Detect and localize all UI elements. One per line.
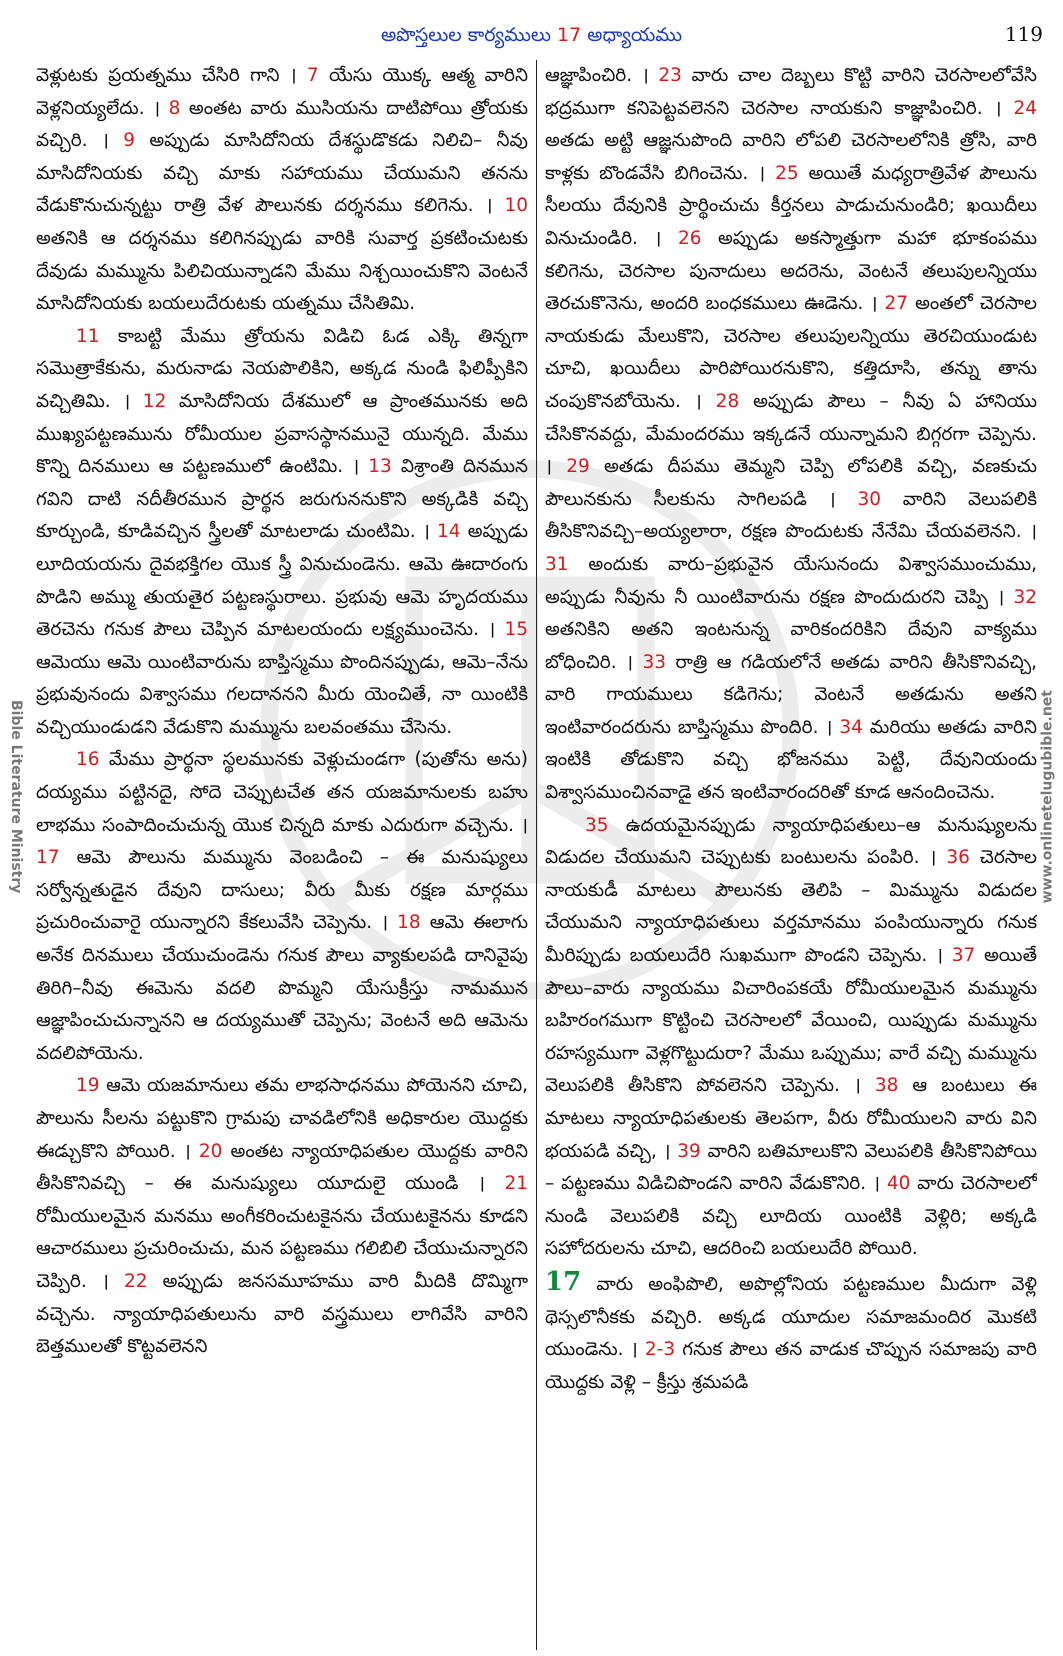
- verse-text: అందుకు వారు–ప్రభువైన యేసునందు విశ్వాసముంచుము, అప్పుడు నీవును నీ యింటివారును రక్షణ పొందుదురని చెప్పి ।: [545, 553, 1037, 608]
- paragraph: [545, 60, 1037, 810]
- verse-number: 2-3: [644, 1339, 676, 1361]
- verse-number: 21: [504, 1173, 528, 1195]
- verse-text: వారిని వెలుపలికి తీసికొనివచ్చి–అయ్యలారా, రక్షణ పొందుటకు నేనేమి చేయవలెనని. ।: [545, 488, 1037, 543]
- paragraph: [36, 1070, 528, 1363]
- verse-text: వెళ్లుటకు ప్రయత్నము చేసిరి గాని ।: [36, 65, 307, 86]
- verse-number: 32: [1013, 586, 1037, 608]
- verse-text: అయితే మధ్యరాత్రివేళ పౌలును సీలయు దేవునికి ప్రార్థించుచు కీర్తనలు పాడుచునుండిరి; ఖయిదీలు వినుచుండిరి. ।: [545, 162, 1037, 249]
- side-label-left: Bible Literature Ministry: [8, 700, 24, 894]
- verse-text: వారు అంఫిపొలి, అపొల్లోనియ పట్టణముల మీదుగా వెళ్లి థెస్సలొనీకకు వచ్చిరి. అక్కడ యూదుల సమాజమందిర మొకటి యుండెను. ।: [545, 1273, 1037, 1361]
- verse-text: అంతలో చెరసాల నాయకుడు మేలుకొని, చెరసాల తలుపులన్నియు తెరచియుండుట చూచి, ఖయిదీలు పారిపోయిరనుకొని, కత్తిదూసి, తన్ను తాను చంపుకొనబోయెను. ।: [545, 293, 1037, 412]
- verse-number: 40: [886, 1173, 911, 1195]
- paragraph: [545, 1266, 1037, 1399]
- verse-text: ఆమె యజమానులు తమ లాభసాధనము పోయెనని చూచి, పౌలును సీలను పట్టుకొని గ్రామపు చావడిలోనికి అధికారుల యొద్దకు ఈడ్చుకొని పోయిరి. ।: [36, 1075, 528, 1162]
- verse-text: వారు చెరసాలలో నుండి వెలుపలికి వచ్చి లూదియ యింటికి వెళ్లిరి; అక్కడి సహోదరులను చూచి, ఆదరించి బయలుదేరి పోయిరి.: [545, 1173, 1037, 1260]
- verse-text: అతనికి ఆ దర్శనము కలిగినప్పుడు వారికి సువార్త ప్రకటించుటకు దేవుడు మమ్మును పిలిచియున్నాడని మేము నిశ్చయించుకొని వెంటనే మాసిదోనియకు బయలుదేరుటకు యత్నము చేసితిమి.: [36, 227, 528, 315]
- verse-number: 39: [677, 1140, 701, 1162]
- chapter-word: అధ్యాయము: [587, 24, 683, 46]
- book-title: అపొస్తలుల కార్యములు: [380, 24, 551, 46]
- paragraph: [36, 744, 528, 1070]
- verse-number: 27: [884, 293, 909, 315]
- verse-number: 29: [566, 456, 590, 478]
- verse-text: వారు చాల దెబ్బలు కొట్టి వారిని చెరసాలలోవేసి భద్రముగా కనిపెట్టవలెనని చెరసాల నాయకుని కాజ్ఞాపించిరి. ।: [545, 65, 1037, 119]
- verse-text: ఆ బంటులు ఈ మాటలు న్యాయాధిపతులకు తెలపగా, వీరు రోమీయులని వారు విని భయపడి వచ్చి, ।: [545, 1075, 1037, 1162]
- verse-text: అప్పుడు జనసమూహము వారి మీదికి దొమ్మిగా వచ్చెను. న్యాయాధిపతులును వారి వస్త్రములు లాగివేసి వారిని బెత్తములతో కొట్టవలెనని: [36, 1270, 528, 1358]
- verse-number: 19: [76, 1075, 100, 1097]
- verse-number: 14: [437, 521, 461, 543]
- verse-text: ఆమెయు ఆమె యింటివారును బాప్తిస్మము పొందినప్పుడు, ఆమె–నేను ప్రభువునందు విశ్వాసము గలదాననని మీరు యెంచితే, నా యింటికి వచ్చియుండుడని వేడుకొని మమ్మును బలవంతము చేసెను.: [36, 651, 528, 738]
- verse-text: రాత్రి ఆ గడియలోనే అతడు వారిని తీసికొనివచ్చి, వారి గాయములు కడిగెను; వెంటనే అతడును అతని ఇంటివారందరును బాప్తిస్మము పొందిరి. ।: [545, 651, 1037, 738]
- chapter-start-number: 17: [545, 1266, 582, 1297]
- verse-number: 13: [368, 456, 392, 478]
- verse-number: 26: [677, 227, 702, 249]
- verse-text: విశ్రాంతి దినమున గవిని దాటి నదీతీరమున ప్రార్థన జరుగుననుకొని అక్కడికి వచ్చి కూర్చుండి, కూడివచ్చిన స్త్రీలతో మాటలాడు చుంటిమి. ।: [36, 456, 528, 543]
- verse-text: రోమీయులమైన మనము అంగీకరించుటకైనను చేయుటకైనను కూడని ఆచారములు ప్రచురించుచు, మన పట్టణము గలిబిలి చేయుచున్నారని చెప్పిరి. ।: [36, 1205, 528, 1292]
- verse-number: 38: [874, 1075, 899, 1097]
- verse-number: 16: [76, 749, 100, 771]
- left-column: [36, 60, 528, 1645]
- verse-text: మరియు అతడు వారిని ఇంటికి తోడుకొని వచ్చి భోజనము పెట్టి, దేవునియందు విశ్వాసముంచినవాడై తన ఇంటివారందరితో కూడ ఆనందించెను.: [545, 716, 1037, 804]
- verse-text: గనుక పౌలు తన వాడుక చొప్పున సమాజపు వారి యొద్దకు వెళ్లి – క్రీస్తు శ్రమపడి: [545, 1339, 1037, 1393]
- verse-number: 11: [76, 325, 100, 347]
- verse-text: కాబట్టి మేము త్రోయను విడిచి ఓడ ఎక్కి తిన్నగా సమొత్రాకేకును, మరునాడు నెయపొలికిని, అక్కడ నుండి ఫిలిప్పీకిని వచ్చితిమి. ।: [36, 325, 528, 412]
- verse-number: 28: [715, 390, 740, 412]
- verse-number: 20: [198, 1140, 223, 1162]
- verse-text: అతనికిని అతని ఇంటనున్న వారికందరికిని దేవుని వాక్యము బోధించిరి. ।: [545, 619, 1037, 673]
- verse-text: అప్పుడు లూదియయను దైవభక్తిగల యొక స్త్రీ వినుచుండెను. ఆమె ఊదారంగు పొడిని అమ్ము తుయతైర పట్టణస్థురాలు. ప్రభువు ఆమె హృదయము తెరచెను గనుక పౌలు చెప్పిన మాటలయందు లక్ష్యముంచెను. ।: [36, 521, 528, 641]
- verse-text: వారిని బతిమాలుకొని వెలుపలికి తీసికొనిపోయి – పట్టణము విడిచిపొండని వారిని వేడుకొనిరి. ।: [545, 1140, 1037, 1195]
- verse-text: ఆమె పౌలును మమ్మును వెంబడించి – ఈ మనుష్యులు సర్వోన్నతుడైన దేవుని దాసులు; వీరు మీకు రక్షణ మార్గము ప్రచురించువారై యున్నారని కేకలువేసి చెప్పెను. ।: [36, 847, 528, 934]
- verse-text: అయితే పౌలు–వారు న్యాయము విచారింపకయే రోమీయులమైన మమ్మును బహిరంగముగా కొట్టించి చెరసాలలో వేయించి, యిప్పుడు మమ్మును రహస్యముగా వెళ్లగొట్టుదురా? మేము ఒప్పుము; వారే వచ్చి మమ్మును వెలుపలికి తీసికొని పోవలెనని చెప్పెను. ।: [545, 945, 1037, 1097]
- verse-text: మేము ప్రార్థనా స్థలమునకు వెళ్లుచుండగా (పుతోను అను) దయ్యము పట్టినదై, సోదె చెప్పుటచేత తన యజమానులకు బహు లాభము సంపాదించుచున్న యొక చిన్నది మాకు ఎదురుగా వచ్చెను. ।: [36, 749, 528, 836]
- verse-text: ఆజ్ఞాపించిరి. ।: [545, 65, 659, 86]
- verse-text: అంతట న్యాయాధిపతుల యొద్దకు వారిని తీసికొనివచ్చి – ఈ మనుష్యులు యూదులై యుండి ।: [36, 1140, 528, 1195]
- verse-text: ఉదయమైనప్పుడు న్యాయాధిపతులు–ఆ మనుష్యులను విడుదల చేయుమని చెప్పుటకు బంటులను పంపిరి. ।: [545, 814, 1037, 869]
- verse-text: అతడు దీపము తెమ్మని చెప్పి లోపలికి వచ్చి, వణకుచు పౌలునకును సీలకును సాగిలపడి ।: [545, 456, 1037, 510]
- column-divider: [536, 60, 537, 1650]
- verse-number: 15: [504, 619, 528, 641]
- verse-number: 35: [585, 814, 609, 836]
- verse-number: 22: [124, 1270, 148, 1292]
- verse-text: అప్పుడు పౌలు – నీవు ఏ హానియు చేసికొనవద్దు, మేమందరము ఇక్కడనే యున్నామని బిగ్గరగా చెప్పెను. ।: [545, 390, 1037, 478]
- verse-number: 36: [946, 847, 970, 869]
- verse-number: 17: [36, 847, 60, 869]
- verse-number: 31: [545, 553, 569, 575]
- verse-number: 18: [397, 912, 421, 934]
- verse-text: ఆమె ఈలాగు అనేక దినములు చేయుచుండెను గనుక పౌలు వ్యాకులపడి దానివైపు తిరిగి–నీవు ఈమెను వదలి పొమ్మని యేసుక్రీస్తు నామమున ఆజ్ఞాపించుచున్నానని ఆ దయ్యముతో చెప్పెను; వెంటనే అది ఆమెను వదలిపోయెను.: [36, 912, 528, 1064]
- page-number: 119: [1004, 22, 1043, 46]
- verse-number: 9: [123, 130, 136, 152]
- verse-number: 23: [658, 65, 682, 86]
- verse-number: 24: [1013, 97, 1037, 119]
- verse-number: 25: [775, 162, 799, 184]
- verse-number: 30: [857, 488, 881, 510]
- verse-text: అతడు అట్టి ఆజ్ఞనుపొంది వారిని లోపలి చెరసాలలోనికి త్రోసి, వారి కాళ్లకు బొండవేసి బిగించెను. ।: [545, 130, 1037, 184]
- verse-number: 33: [642, 651, 667, 673]
- verse-number: 12: [142, 390, 167, 412]
- right-column: [545, 60, 1037, 1645]
- verse-text: అప్పుడు అకస్మాత్తుగా మహా భూకంపము కలిగెను, చెరసాల పునాదులు అదరెను, వెంటనే తలుపులన్నియు తెరచుకొనెను, అందరి బంధకములు ఊడెను. ।: [545, 227, 1037, 315]
- verse-number: 10: [504, 195, 528, 217]
- side-label-right: www.onlinetelugubible.net: [1039, 690, 1055, 904]
- verse-number: 7: [306, 65, 319, 86]
- verse-number: 34: [839, 716, 863, 738]
- running-title: [0, 24, 1063, 51]
- verse-text: మాసిదోనియ దేశములో ఆ ప్రాంతమునకు అది ముఖ్యపట్టణమును రోమీయుల ప్రవాసస్థానమునై యున్నది. మేము కొన్ని దినములు ఆ పట్టణములో ఉంటిమి. ।: [36, 390, 528, 478]
- verse-number: 37: [951, 945, 976, 967]
- paragraph: [545, 810, 1037, 1266]
- verse-number: 8: [168, 97, 181, 119]
- verse-text: యేసు యొక్క ఆత్మ వారిని వెళ్లనియ్యలేదు. ।: [36, 65, 528, 119]
- verse-text: అప్పుడు మాసిదోనియ దేశస్థుడొకడు నిలిచి– నీవు మాసిదోనియకు వచ్చి మాకు సహాయము చేయుమని తనను వేడుకొనుచున్నట్టు రాత్రి వేళ పౌలునకు దర్శనము కలిగెను. ।: [36, 130, 528, 217]
- verse-text: అంతట వారు ముసియను దాటిపోయి త్రోయకు వచ్చిరి. ।: [36, 97, 528, 152]
- paragraph: [36, 60, 528, 321]
- verse-text: చెరసాల నాయకుడీ మాటలు పౌలునకు తెలిపి – మిమ్మును విడుదల చేయుమని న్యాయాధిపతులు వర్తమానము పంపియున్నారు గనుక మీరిప్పుడు బయలుదేరి సుఖముగా పొండని చెప్పెను. ।: [545, 847, 1037, 967]
- paragraph: [36, 321, 528, 745]
- chapter-number: 17: [557, 24, 582, 46]
